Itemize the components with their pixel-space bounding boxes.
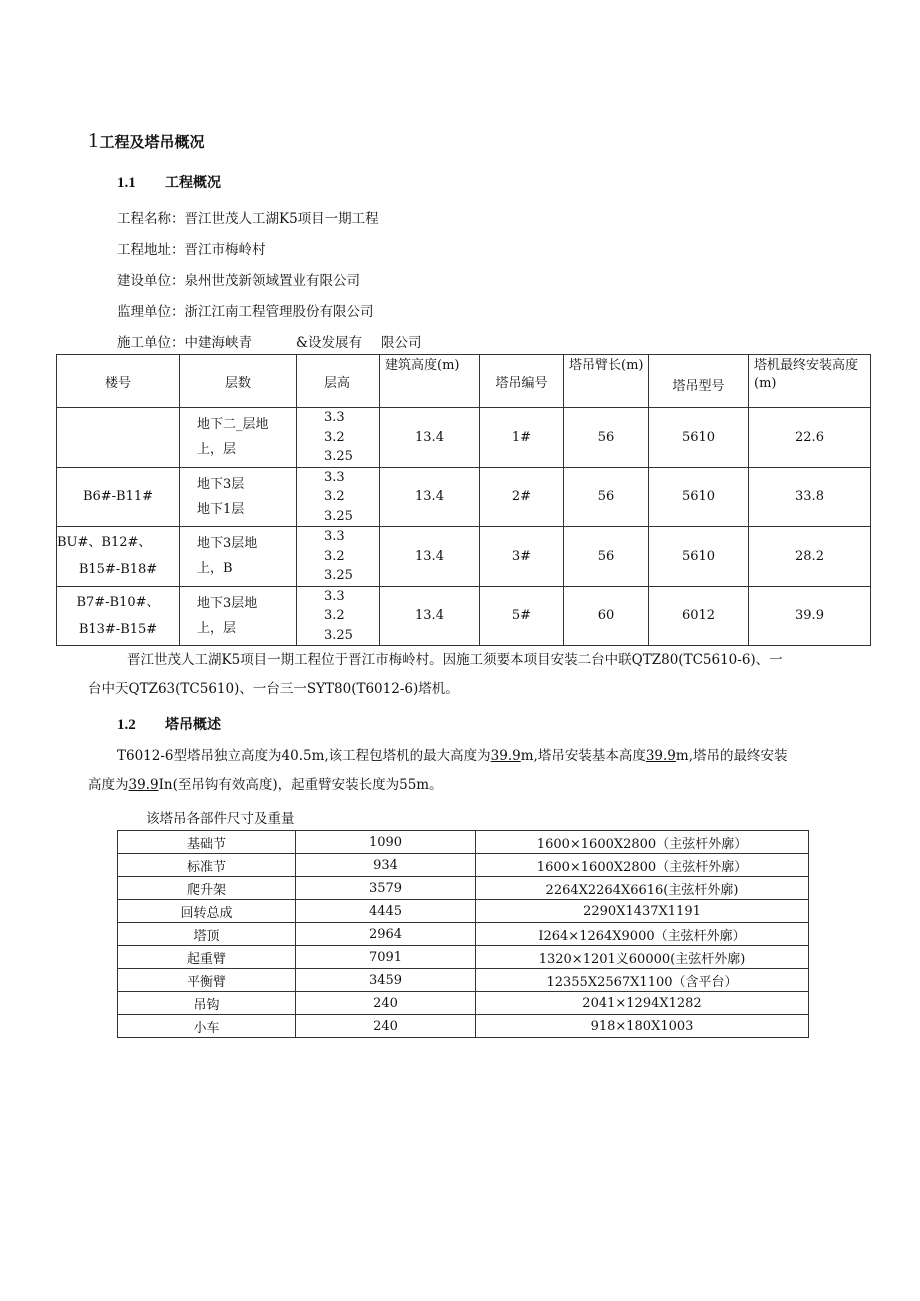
header-final-height: 塔机最终安装高度(m): [749, 355, 871, 408]
section-1-1-title: 工程概况: [165, 175, 221, 191]
cell-floor-heights: 3.3 3.2 3.25: [297, 408, 380, 468]
cell-crane-model: 5610: [649, 527, 749, 587]
section-1-title: 工程及塔吊概况: [99, 133, 205, 151]
cell-arm-length: 56: [564, 527, 649, 587]
cell-floor-heights: 3.3 3.2 3.25: [297, 527, 380, 587]
cell-crane-model: 5610: [649, 408, 749, 468]
cell-floors: 地下3层地 上，层: [180, 586, 297, 646]
table-row: 爬升架 3579 2264X2264X6616(主弦杆外廓): [118, 877, 809, 900]
table-row: [57, 527, 871, 587]
intro-paragraph-line-1: 晋江世茂人工湖K5项目一期工程位于晋江市梅岭村。因施工须要本项目安装二台中联QTZ80(TC5610-6)、一: [127, 652, 783, 668]
intro-paragraph-line-2: 台中天QTZ63(TC5610)、一台三一SYT80(T6012-6)塔机。: [88, 681, 459, 697]
cell-building: BU#、B12#、 B15#-B18#: [57, 527, 180, 587]
table-row: 吊钩 240 2041×1294X1282: [118, 992, 809, 1015]
header-floor-height: 层高: [297, 355, 380, 408]
parts-table-caption: 该塔吊各部件尺寸及重量: [146, 811, 295, 827]
section-1-2-title: 塔吊概述: [165, 717, 221, 733]
table-row: 回转总成 4445 2290X1437X1191: [118, 900, 809, 923]
header-building-height: 建筑高度(m): [380, 355, 480, 408]
header-building: 楼号: [57, 355, 180, 408]
cell-crane-number: 3#: [480, 527, 564, 587]
section-1-1-heading: [117, 172, 221, 192]
section-1-number: 1: [88, 128, 99, 152]
table-row: 塔顶 2964 I264×1264X9000（主弦杆外廓）: [118, 923, 809, 946]
header-arm-length: 塔吊臂长(m): [564, 355, 649, 408]
cell-crane-model: 6012: [649, 586, 749, 646]
table-row: 基础节 1090 1600×1600X2800（主弦杆外廓）: [118, 831, 809, 854]
table-row: 平衡臂 3459 12355X2567X1100（含平台）: [118, 969, 809, 992]
cell-final-height: 28.2: [749, 527, 871, 587]
table-row: 起重臂 7091 1320×1201义60000(主弦杆外廓): [118, 946, 809, 969]
header-crane-model: 塔吊型号: [649, 355, 749, 408]
cell-building-height: 13.4: [380, 408, 480, 468]
crane-overview-table: [56, 354, 871, 646]
cell-floors: 地下3层地 上，B: [180, 527, 297, 587]
project-supervisor: 监理单位：浙江江南工程管理股份有限公司: [117, 304, 374, 320]
project-builder: 建设单位：泉州世茂新领域置业有限公司: [117, 273, 360, 289]
cell-final-height: 33.8: [749, 467, 871, 527]
section-1-2-number: 1.2: [117, 717, 136, 733]
project-contractor-a: 施工单位：中建海峡青: [117, 335, 252, 351]
crane-parts-table: [117, 830, 809, 1038]
header-crane-number: 塔吊编号: [480, 355, 564, 408]
project-contractor-b: &设发展有: [296, 335, 363, 351]
cell-arm-length: 60: [564, 586, 649, 646]
section-1-heading: [88, 128, 205, 153]
cell-arm-length: 56: [564, 467, 649, 527]
crane-paragraph-line-1: T6012-6型塔吊独立高度为40.5m,该工程包塔机的最大高度为39.9m,塔吊安装基本高度39.9m,塔吊的最终安装: [117, 748, 788, 764]
project-name: 工程名称：晋江世茂人工湖K5项目一期工程: [117, 211, 379, 227]
table-header-row: [57, 355, 871, 408]
cell-crane-number: 1#: [480, 408, 564, 468]
cell-final-height: 39.9: [749, 586, 871, 646]
section-1-2-heading: [117, 714, 221, 734]
cell-floor-heights: 3.3 3.2 3.25: [297, 467, 380, 527]
cell-building-height: 13.4: [380, 467, 480, 527]
table-row: [57, 586, 871, 646]
header-floors: 层数: [180, 355, 297, 408]
cell-floors: 地下二_层地 上，层: [180, 408, 297, 468]
cell-building: [57, 408, 180, 468]
cell-final-height: 22.6: [749, 408, 871, 468]
table-row: 小车 240 918×180X1003: [118, 1015, 809, 1038]
table-row: 标准节 934 1600×1600X2800（主弦杆外廓）: [118, 854, 809, 877]
cell-building: B6#-B11#: [57, 467, 180, 527]
cell-crane-number: 2#: [480, 467, 564, 527]
cell-building-height: 13.4: [380, 586, 480, 646]
crane-paragraph-line-2: 高度为39.9In(至吊钩有效高度)，起重臂安装长度为55m。: [88, 777, 443, 793]
project-contractor-c: 限公司: [381, 335, 422, 351]
cell-crane-number: 5#: [480, 586, 564, 646]
table-row: [57, 408, 871, 468]
project-address: 工程地址：晋江市梅岭村: [117, 242, 266, 258]
section-1-1-number: 1.1: [117, 175, 136, 191]
cell-building: B7#-B10#、 B13#-B15#: [57, 586, 180, 646]
cell-floor-heights: 3.3 3.2 3.25: [297, 586, 380, 646]
cell-building-height: 13.4: [380, 527, 480, 587]
cell-arm-length: 56: [564, 408, 649, 468]
cell-crane-model: 5610: [649, 467, 749, 527]
table-row: [57, 467, 871, 527]
cell-floors: 地下3层 地下1层: [180, 467, 297, 527]
